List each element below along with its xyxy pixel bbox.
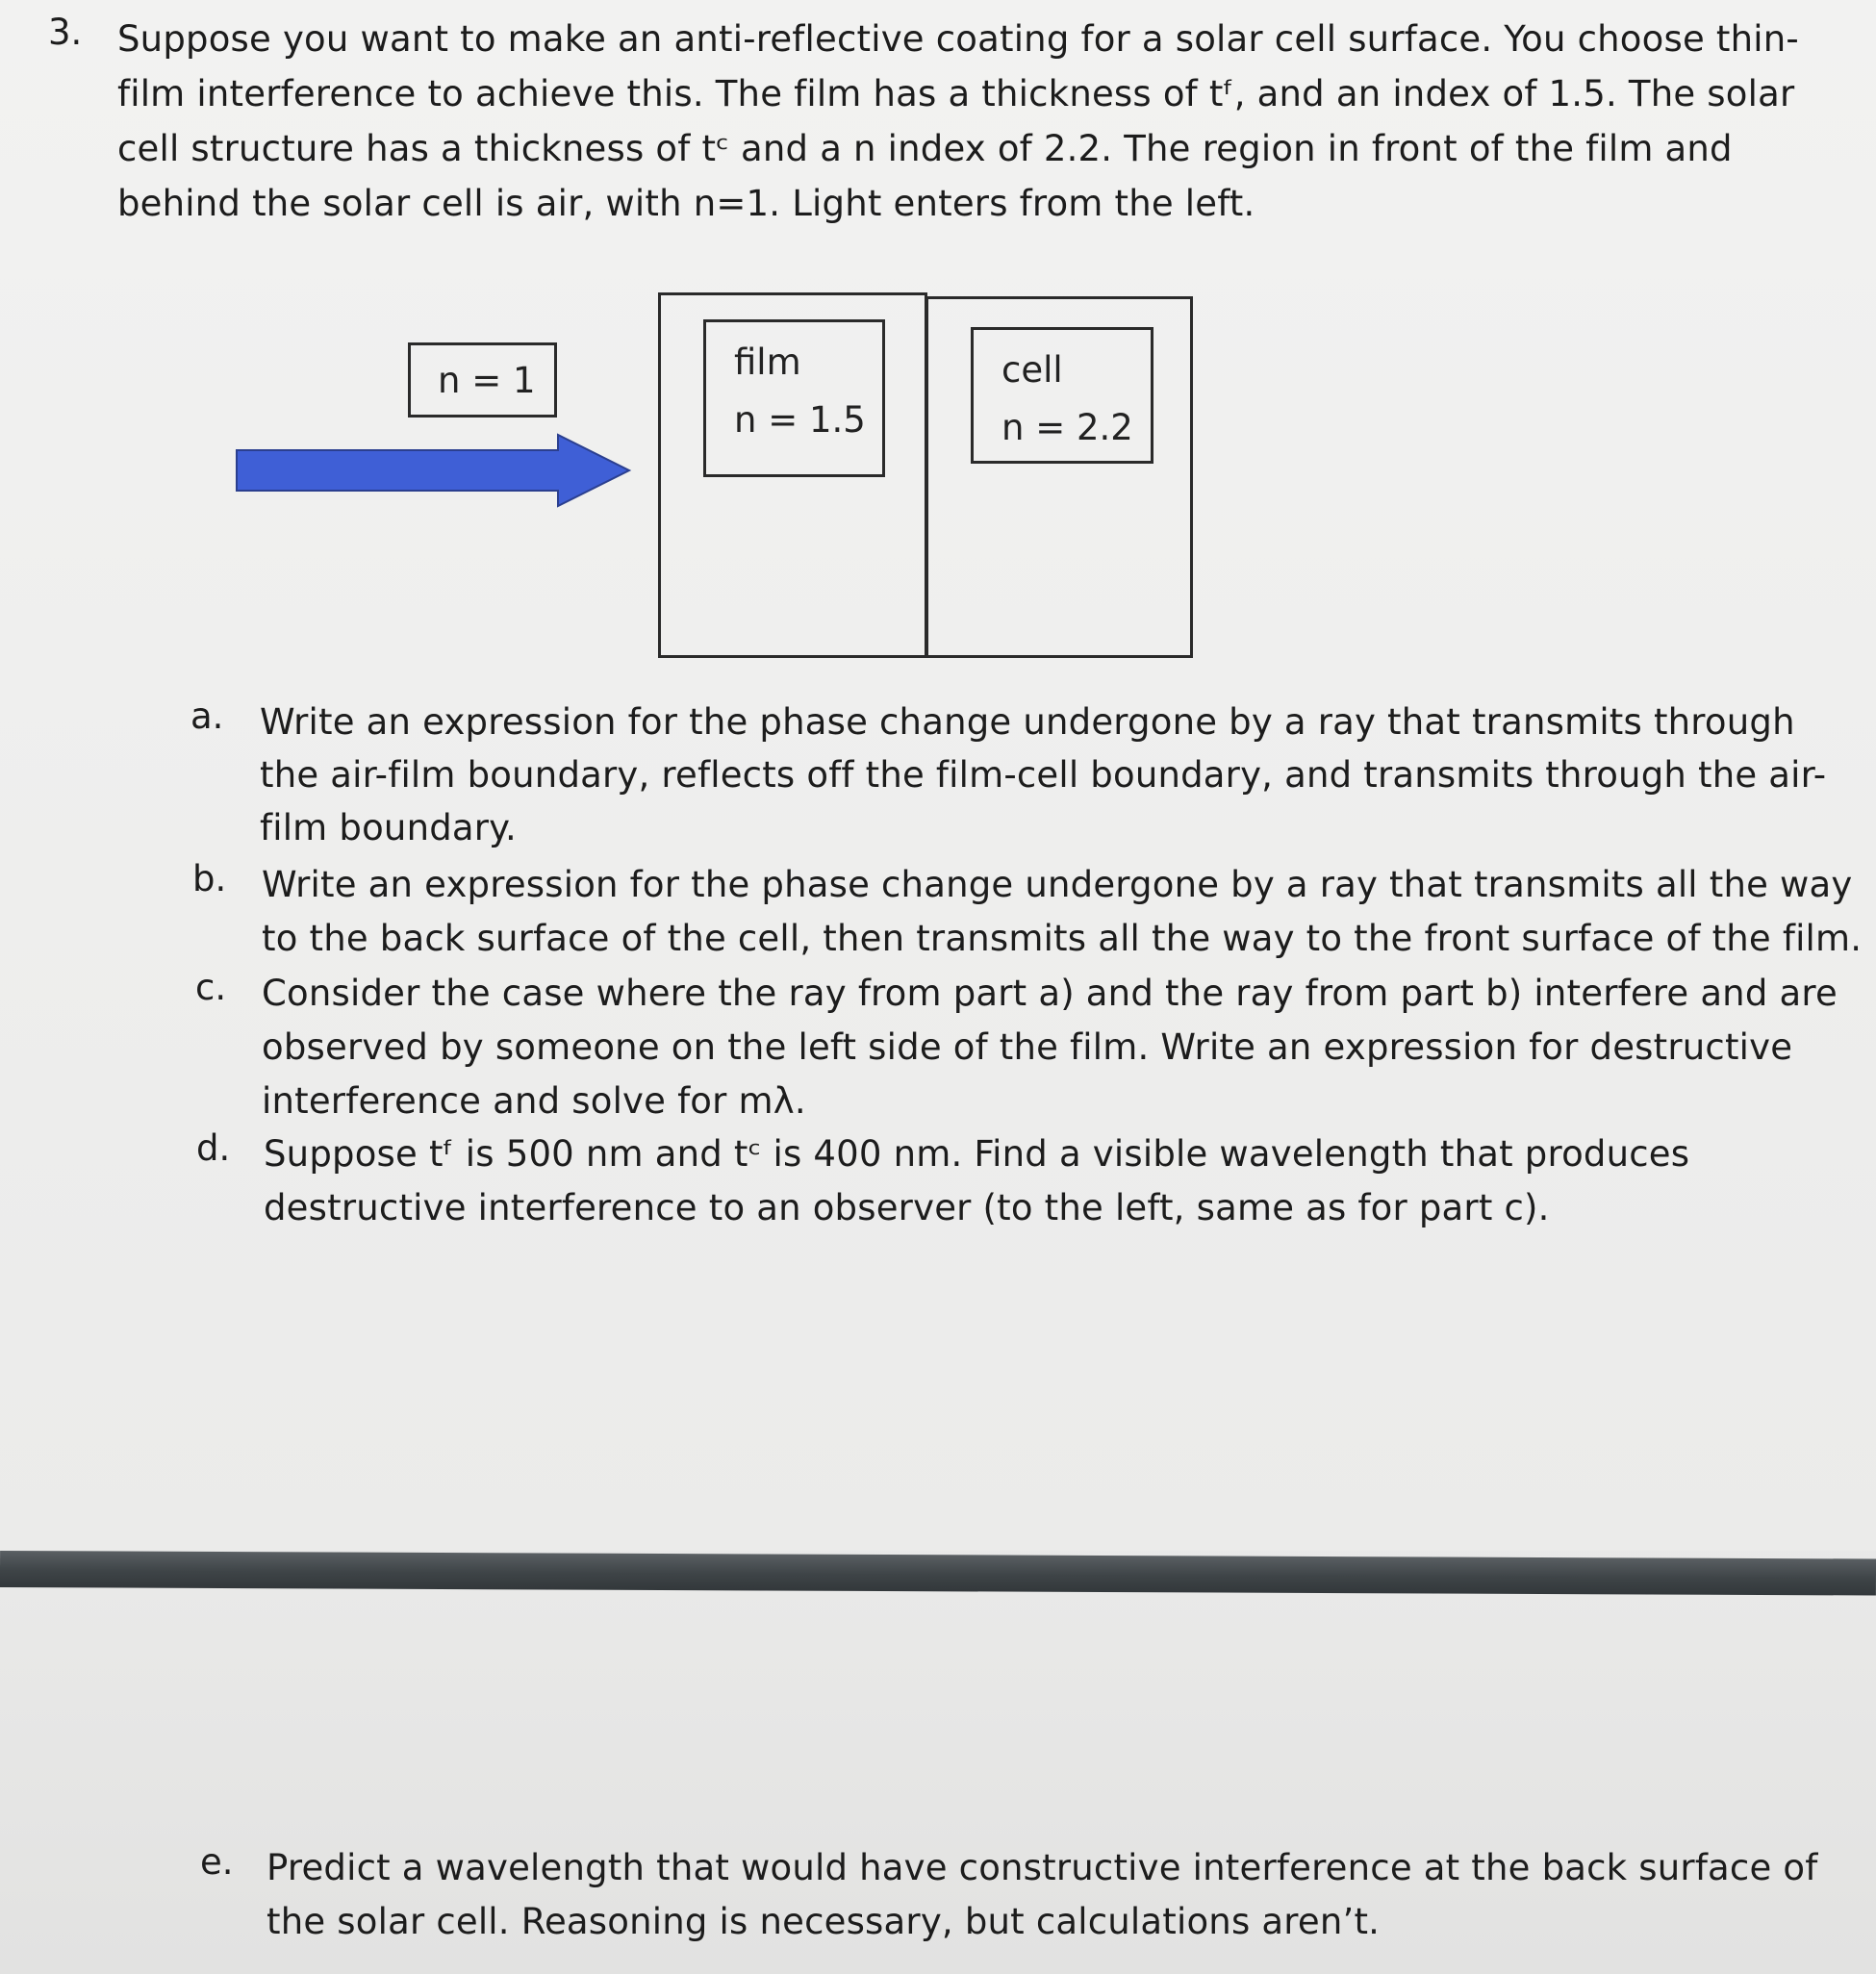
part-a-text <box>260 696 1826 854</box>
question-number: 3. <box>48 12 83 53</box>
intro-line: behind the solar cell is air, with n=1. Light enters from the left. <box>117 183 1255 224</box>
part-c-text <box>262 967 1838 1128</box>
part-d-text <box>264 1127 1689 1235</box>
incident-light-arrow-icon <box>235 431 633 510</box>
film-index-label: n = 1.5 <box>734 399 866 441</box>
part-d-label: d. <box>196 1127 231 1169</box>
part-e-line: the solar cell. Reasoning is necessary, but calculations aren’t. <box>266 1901 1381 1942</box>
air-index-label: n = 1 <box>438 360 536 401</box>
part-b-line: to the back surface of the cell, then transmits all the way to the front surface of the film. <box>262 918 1863 959</box>
part-e-line: Predict a wavelength that would have constructive interference at the back surface of <box>266 1847 1818 1888</box>
part-b-label: b. <box>192 858 227 899</box>
part-a-line: film boundary. <box>260 807 517 848</box>
part-c-line: observed by someone on the left side of the film. Write an expression for destructive <box>262 1026 1793 1068</box>
film-title: film <box>734 342 801 383</box>
part-e-text <box>266 1841 1817 1949</box>
part-c-line: Consider the case where the ray from part a) and the ray from part b) interfere and are <box>262 973 1838 1014</box>
intro-line: Suppose you want to make an anti-reflective coating for a solar cell surface. You choose thin- <box>117 18 1799 60</box>
cell-index-label: n = 2.2 <box>1001 407 1133 448</box>
part-b-line: Write an expression for the phase change undergone by a ray that transmits all the way <box>262 864 1853 905</box>
part-a-line: Write an expression for the phase change undergone by a ray that transmits through <box>260 701 1795 743</box>
part-c-label: c. <box>195 967 227 1008</box>
part-a-line: the air-film boundary, reflects off the film-cell boundary, and transmits through the air- <box>260 754 1827 796</box>
part-c-line: interference and solve for mλ. <box>262 1080 806 1122</box>
part-a-label: a. <box>190 696 224 737</box>
part-b-text <box>262 858 1862 966</box>
intro-line: cell structure has a thickness of tᶜ and a n index of 2.2. The region in front of the film and <box>117 128 1733 169</box>
part-d-line: Suppose tᶠ is 500 nm and tᶜ is 400 nm. Find a visible wavelength that produces <box>264 1133 1690 1175</box>
part-d-line: destructive interference to an observer (to the left, same as for part c). <box>264 1187 1550 1228</box>
part-e-label: e. <box>200 1841 234 1883</box>
cell-title: cell <box>1001 349 1063 391</box>
intro-line: film interference to achieve this. The film has a thickness of tᶠ, and an index of 1.5. The solar <box>117 73 1795 114</box>
question-intro <box>117 12 1799 231</box>
